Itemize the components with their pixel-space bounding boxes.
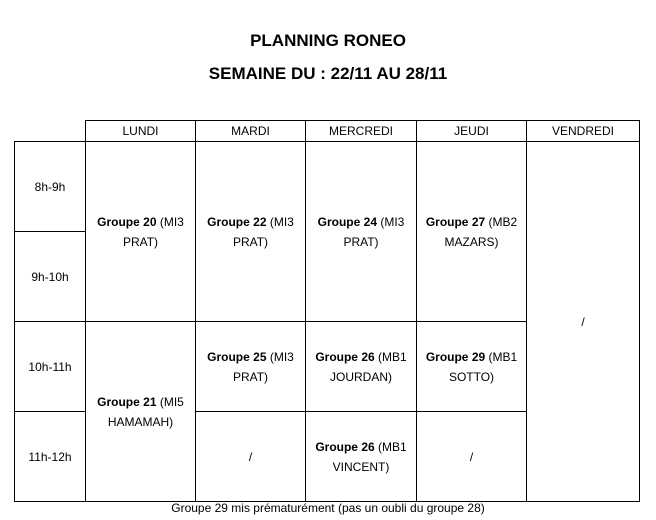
time-slot-11h-12h: 11h-12h [15, 412, 86, 502]
cell-mardi-10h [196, 322, 306, 412]
cell-mercredi-morning [306, 142, 417, 322]
cell-jeudi-morning [417, 142, 527, 322]
header-row [15, 121, 640, 142]
cell-mercredi-10h [306, 322, 417, 412]
cell-mardi-morning [196, 142, 306, 322]
group-label: Groupe 21 [97, 394, 157, 409]
group-detail: (MI3 PRAT) [232, 214, 294, 249]
day-header-vendredi: VENDREDI [527, 121, 640, 142]
footnote: Groupe 29 mis prématurément (pas un oubli du groupe 28) [171, 501, 485, 515]
week-subtitle: SEMAINE DU : 22/11 AU 28/11 [208, 64, 448, 83]
cell-jeudi-10h [417, 322, 527, 412]
cell-mercredi-11h [306, 412, 417, 502]
group-detail: (MB1 VINCENT) [332, 439, 407, 474]
schedule-table [14, 120, 640, 502]
page-title: PLANNING RONEO [250, 31, 406, 50]
group-detail: (MI5 HAMAMAH) [107, 394, 184, 429]
group-label: Groupe 25 [207, 349, 267, 364]
group-label: Groupe 22 [207, 214, 267, 229]
group-label: Groupe 24 [317, 214, 377, 229]
group-detail: (MI3 PRAT) [343, 214, 405, 249]
group-label: Groupe 20 [97, 214, 157, 229]
group-label: Groupe 26 [315, 439, 375, 454]
time-slot-8h-9h: 8h-9h [15, 142, 86, 232]
slot-row-8h [15, 142, 640, 232]
cell-mardi-11h: / [196, 412, 306, 502]
group-detail: (MB1 JOURDAN) [330, 349, 407, 384]
day-header-mardi: MARDI [196, 121, 306, 142]
group-detail: (MI3 PRAT) [232, 349, 294, 384]
cell-lundi-late-morning [86, 322, 196, 502]
group-label: Groupe 27 [425, 214, 486, 229]
cell-vendredi: / [527, 142, 640, 502]
time-slot-10h-11h: 10h-11h [15, 322, 86, 412]
corner-cell [15, 121, 86, 142]
day-header-mercredi: MERCREDI [306, 121, 417, 142]
day-header-lundi: LUNDI [86, 121, 196, 142]
time-slot-9h-10h: 9h-10h [15, 232, 86, 322]
day-header-jeudi: JEUDI [417, 121, 527, 142]
group-detail: (MB2 MAZARS) [444, 214, 518, 249]
group-label: Groupe 26 [315, 349, 375, 364]
cell-lundi-morning [86, 142, 196, 322]
group-detail: (MI3 PRAT) [122, 214, 184, 249]
group-label: Groupe 29 [425, 349, 486, 364]
group-detail: (MB1 SOTTO) [448, 349, 518, 384]
cell-jeudi-11h: / [417, 412, 527, 502]
